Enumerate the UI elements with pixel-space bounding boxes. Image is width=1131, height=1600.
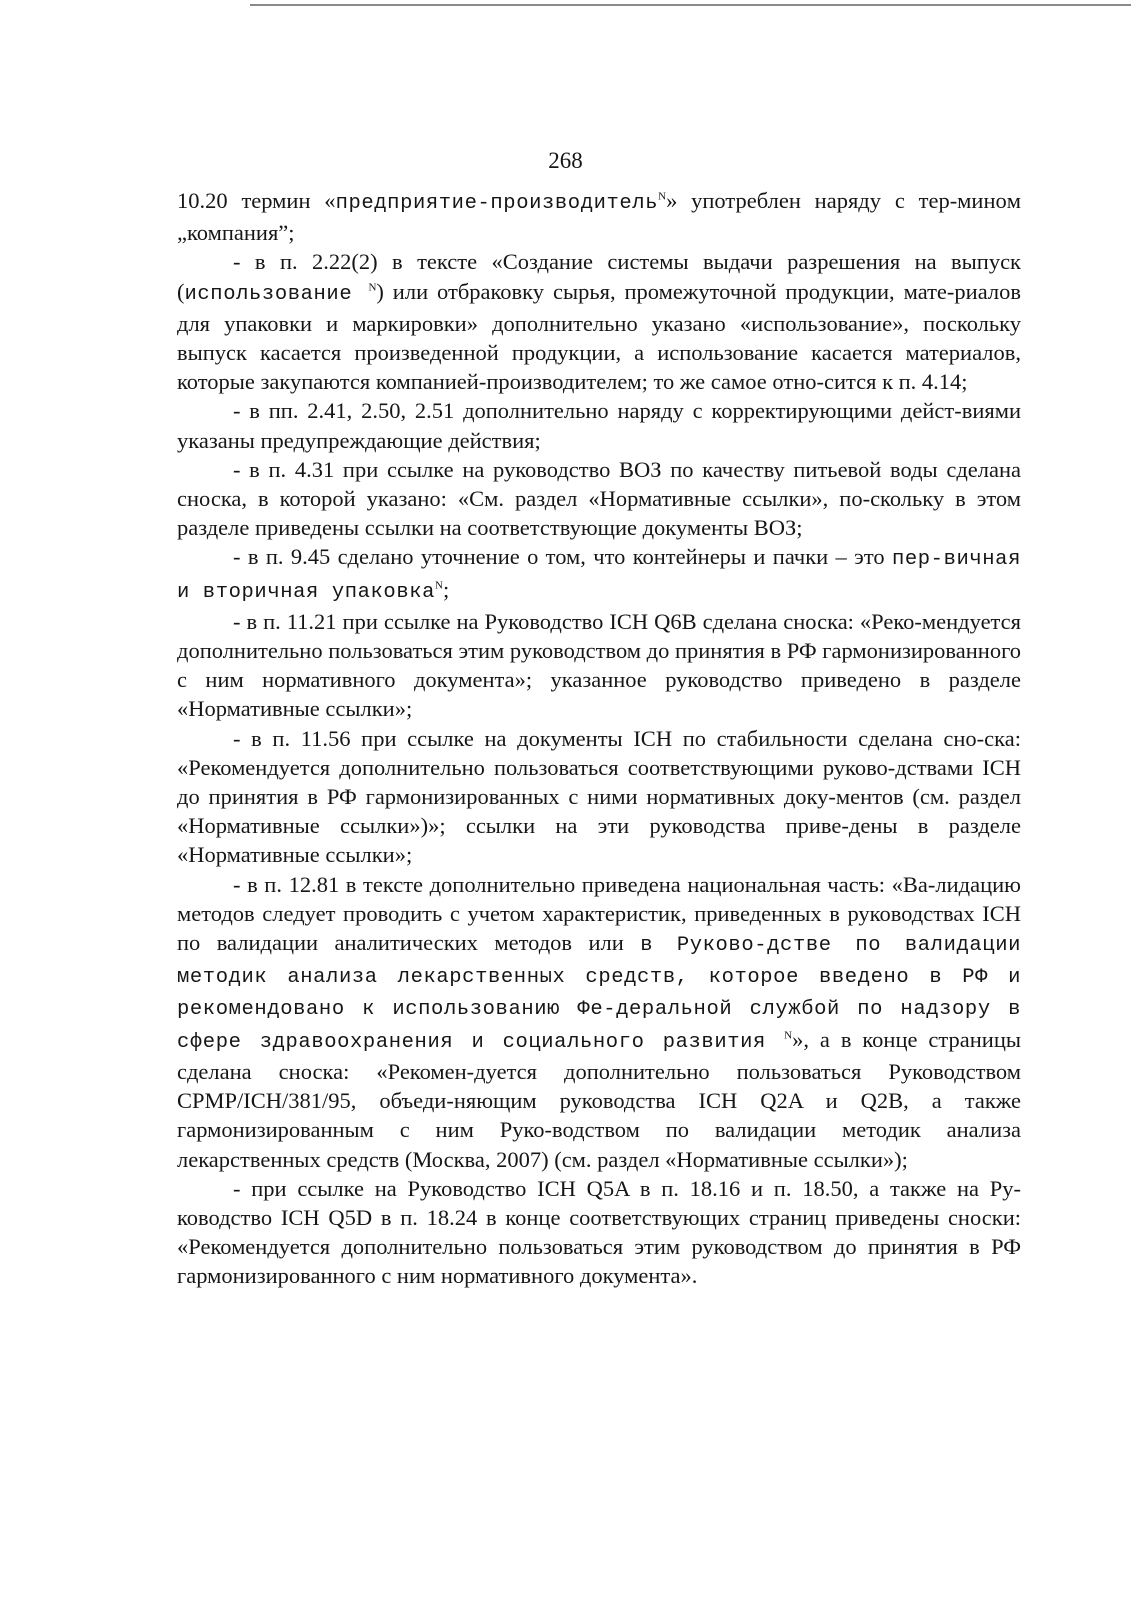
text-run: », а в конце страницы сделана сноска: «Рекомен-дуется дополнительно пользоваться Руководством CPMP/ICH/381/95, объеди-няющим руководства ICH Q2A и Q2B, а также гармонизированным с ним Руко-водством по валидации методик анализа лекарственных средств (Москва, 2007) (см. раздел «Нормативные ссылки»);	[177, 1026, 1021, 1172]
paragraph	[177, 1174, 1021, 1291]
typewritten-insert: в Руково-дстве по валидации методик анализа лекарственных средств, которое введено в РФ и рекомендовано к использованию Фе-деральной службой по надзору в сфере здравоохранения и социального развития	[177, 934, 1021, 1054]
paragraph	[177, 186, 1021, 247]
footnote-marker: N	[658, 190, 667, 203]
paragraph	[177, 247, 1021, 396]
text-run: ;	[443, 576, 450, 602]
text-run: - в п. 4.31 при ссылке на руководство ВОЗ по качеству питьевой воды сделана сноска, в которой указано: «См. раздел «Нормативные ссылки», по-скольку в этом разделе приведены ссылки на соответствующие документы ВОЗ;	[177, 456, 1021, 541]
page-number: 268	[548, 148, 583, 173]
text-run: » употреблен наряду с тер-минoм „компания”;	[177, 188, 1021, 246]
paragraph	[177, 455, 1021, 543]
paragraph	[177, 870, 1021, 1174]
text-run: - в п. 9.45 сделано уточнение о том, что контейнеры и пачки – это	[233, 544, 892, 570]
paragraph	[177, 542, 1021, 606]
scan-edge-line	[250, 4, 1131, 6]
footnote-marker: N	[435, 579, 443, 592]
footnote-marker: N	[784, 1029, 793, 1042]
text-run: - при ссылке на Руководство ICH Q5A в п. 18.16 и п. 18.50, а также на Ру-ководство ICH Q5D в п. 18.24 в конце соответствующих страниц приведены сноски: «Рекомендуется дополнительно пользоваться этим руководством до принятия в РФ гармонизированного с ним нормативного документа».	[177, 1175, 1021, 1289]
text-run: ) или отбраковку сырья, промежуточной продукции, мате-риалов для упаковки и маркировки» дополнительно указано «использование», поскольку выпуск касается произведенной продукции, а использование касается материалов, которые закупаются компанией-производителем; то же самое отно-сится к п. 4.14;	[177, 278, 1021, 395]
text-run: - в п. 12.81 в тексте дополнительно приведена национальная часть: «Ва-лидацию методов следует проводить с учетом характеристик, приведенных в руководствах ICH по валидации аналитических методов или	[177, 871, 1021, 956]
typewritten-insert: использование	[184, 282, 369, 306]
text-run: - в п. 2.22(2) в тексте «Создание системы выдачи разрешения на выпуск (	[177, 249, 1021, 304]
paragraph	[177, 396, 1021, 454]
typewritten-insert: пер-вичная и вторичная упаковка	[177, 548, 1021, 604]
footnote-marker: N	[368, 281, 377, 294]
paragraph	[177, 724, 1021, 870]
document-body	[177, 186, 1021, 1291]
typewritten-insert: предприятие-производитель	[335, 192, 659, 215]
text-run: 10.20 термин «	[177, 188, 336, 213]
paragraph	[177, 607, 1021, 724]
text-run: - в пп. 2.41, 2.50, 2.51 дополнительно наряду с корректирующими дейст-виями указаны предупреждающие действия;	[177, 398, 1021, 453]
text-run: - в п. 11.56 при ссылке на документы ICH по стабильности сделана сно-ска: «Рекомендуется дополнительно пользоваться соответствующими руково-дствами ICH до принятия в РФ гармонизированных с ними нормативных доку-ментов (см. раздел «Нормативные ссылки»)»; ссылки на эти руководства приве-дены в разделе «Нормативные ссылки»;	[177, 725, 1021, 868]
text-run: - в п. 11.21 при ссылке на Руководство ICH Q6B сделана сноска: «Реко-мендуется дополнительно пользоваться этим руководством до принятия в РФ гармонизированного с ним нормативного документа»; указанное руководство приведено в разделе «Нормативные ссылки»;	[177, 608, 1021, 722]
